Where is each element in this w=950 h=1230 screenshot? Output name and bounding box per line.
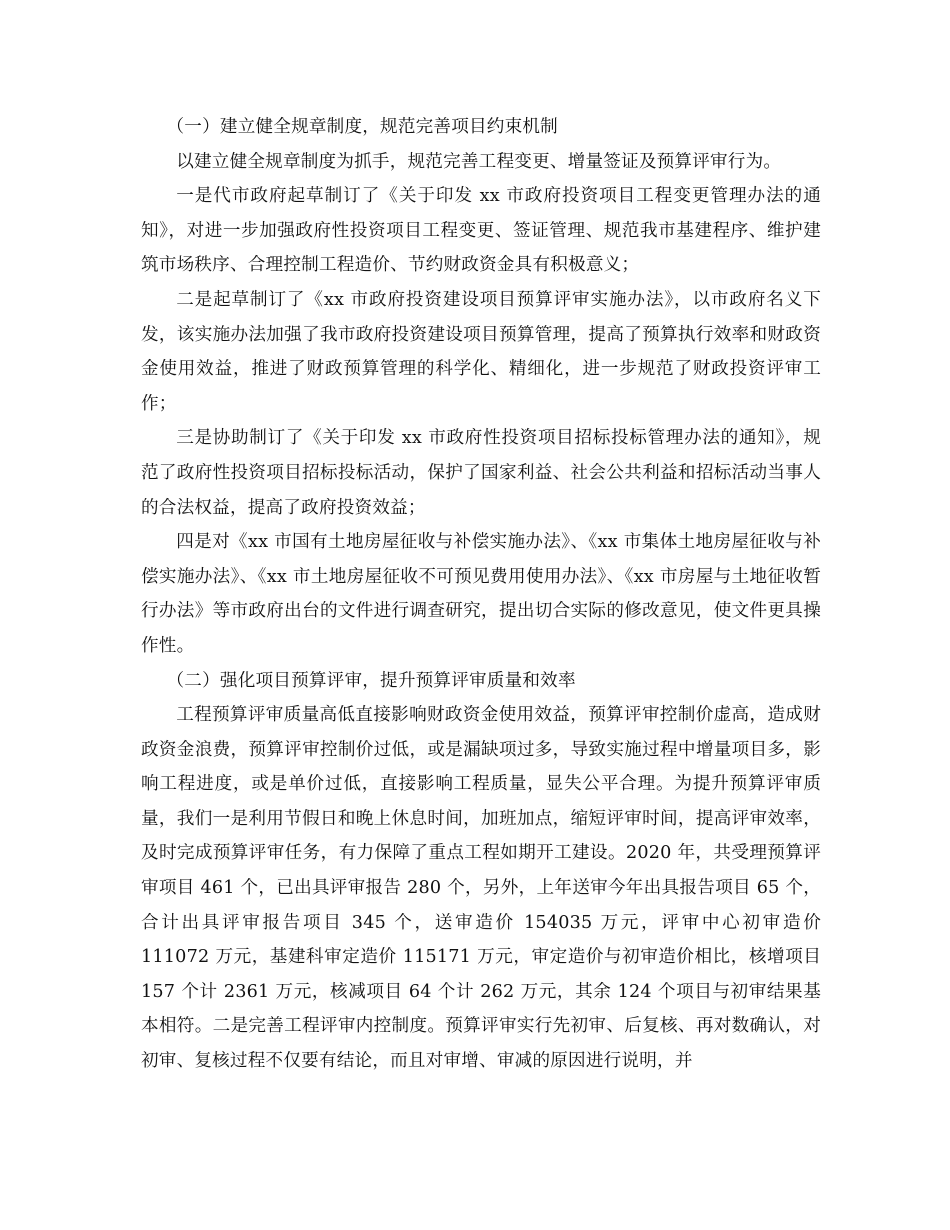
document-body	[141, 110, 821, 1079]
paragraph-item-3: 三是协助制订了《关于印发 xx 市政府性投资项目招标投标管理办法的通知》，规范了政府性投资项目招标投标活动，保护了国家利益、社会公共利益和招标活动当事人的合法权益，提高了政府投资效益；	[141, 428, 821, 518]
section-heading-1: （一）建立健全规章制度，规范完善项目约束机制	[166, 117, 558, 137]
paragraph-intro: 以建立健全规章制度为抓手，规范完善工程变更、增量签证及预算评审行为。	[176, 151, 782, 172]
paragraph-budget-review: 工程预算评审质量高低直接影响财政资金使用效益，预算评审控制价虚高，造成财政资金浪费，预算评审控制价过低，或是漏缺项过多，导致实施过程中增量项目多，影响工程进度，或是单价过低，直接影响工程质量，显失公平合理。为提升预算评审质量，我们一是利用节假日和晚上休息时间，加班加点，缩短评审时间，提高评审效率，及时完成预算评审任务，有力保障了重点工程如期开工建设。2020 年，共受理预算评审项目 461 个，已出具评审报告 280 个，另外，上年送审今年出具报告项目 65 个，合计出具评审报告项目 345 个，送审造价 154035 万元，评审中心初审造价 111072 万元，基建科审定造价 115171 万元，审定造价与初审造价相比，核增项目 157 个计 2361 万元，核减项目 64 个计 262 万元，其余 124 个项目与初审结果基本相符。二是完善工程评审内控制度。预算评审实行先初审、后复核、再对数确认，对初审、复核过程不仅要有结论，而且对审增、审减的原因进行说明，并	[141, 705, 821, 1072]
paragraph-item-4: 四是对《xx 市国有土地房屋征收与补偿实施办法》、《xx 市集体土地房屋征收与补偿实施办法》、《xx 市土地房屋征收不可预见费用使用办法》、《xx 市房屋与土地征收暂行办法》等市政府出台的文件进行调查研究，提出切合实际的修改意见，使文件更具操作性。	[141, 532, 821, 656]
paragraph-item-1: 一是代市政府起草制订了《关于印发 xx 市政府投资项目工程变更管理办法的通知》，对进一步加强政府性投资项目工程变更、签证管理、规范我市基建程序、维护建筑市场秩序、合理控制工程造价、节约财政资金具有积极意义；	[141, 186, 821, 276]
section-heading-2: （二）强化项目预算评审，提升预算评审质量和效率	[166, 670, 576, 691]
paragraph-item-2: 二是起草制订了《xx 市政府投资建设项目预算评审实施办法》，以市政府名义下发，该实施办法加强了我市政府投资建设项目预算管理，提高了预算执行效率和财政资金使用效益，推进了财政预算管理的科学化、精细化，进一步规范了财政投资评审工作；	[141, 289, 821, 414]
